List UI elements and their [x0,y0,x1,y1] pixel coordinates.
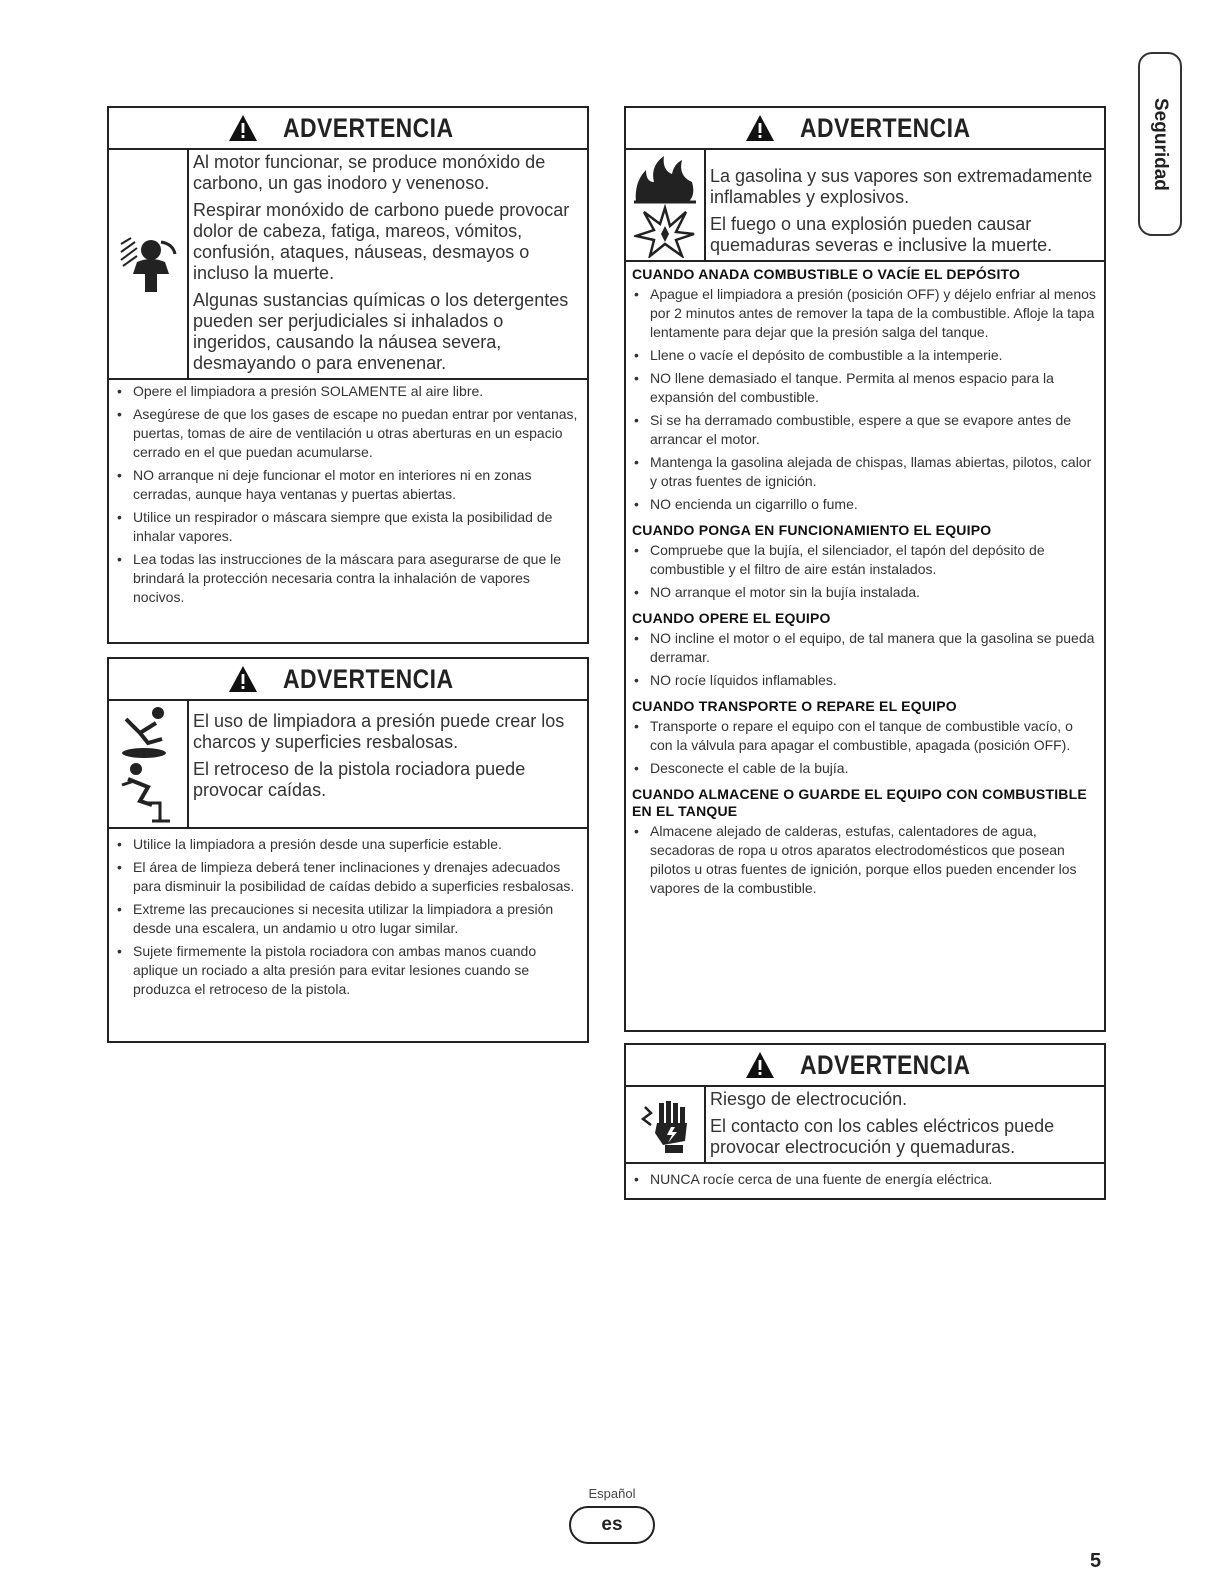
precaution-list [109,829,587,1009]
section-title: CUANDO ANADA COMBUSTIBLE O VACÍE EL DEPÓSITO [632,266,1021,282]
list-item: • Utilice un respirador o máscara siempre que exista la posibilidad de inhalar vapores. [117,508,579,546]
list-item: • Mantenga la gasolina alejada de chispas, llamas abiertas, pilotos, calor y otras fuentes de ignición. [634,453,1096,491]
section-tab-seguridad [1138,52,1182,236]
precaution-list [626,285,1104,514]
list-item: • NO encienda un cigarrillo o fume. [634,495,1096,514]
gun-kickback-fall-icon [118,761,178,823]
list-item: • Sujete firmemente la pistola rociadora con ambas manos cuando aplique un rociado a alta presión para evitar lesiones cuando se produzca el retroceso de la pistola. [117,942,579,999]
list-item: • Extreme las precauciones si necesita utilizar la limpiadora a presión desde una escalera, un andamio u otro lugar similar. [117,900,579,938]
list-item: • Si se ha derramado combustible, espere a que se evapore antes de arrancar el motor. [634,411,1096,449]
language-code-badge: es [569,1506,655,1544]
warning-header: ADVERTENCIA [626,1045,1104,1087]
precaution-list [626,717,1104,778]
footer-language: Español [588,1486,636,1501]
electric-shock-hand-icon [626,1087,706,1162]
precaution-list [109,380,587,617]
list-item: • Asegúrese de que los gases de escape no puedan entrar por ventanas, puertas, tomas de aire de ventilación u otras aberturas en un espacio cerrado en el que puedan acumularse. [117,405,579,462]
warning-header: ADVERTENCIA [626,108,1104,150]
warning-carbon-monoxide [107,106,589,644]
list-item: • Opere el limpiadora a presión SOLAMENTE al aire libre. [117,382,579,401]
list-item: • Llene o vacíe el depósito de combustible a la intemperie. [634,346,1096,365]
section-title: CUANDO ALMACENE O GUARDE EL EQUIPO CON COMBUSTIBLE EN EL TANQUE [632,786,1087,819]
warning-slip-kickback [107,657,589,1043]
warning-message: Algunas sustancias químicas o los detergentes pueden ser perjudiciales si inhalados o ingeridos, causando la náusea severa, desmayando o para envenenar. [193,290,569,373]
list-item: • NO llene demasiado el tanque. Permita al menos espacio para la expansión del combustible. [634,369,1096,407]
section-title: CUANDO TRANSPORTE O REPARE EL EQUIPO [632,698,957,714]
warning-message: Respirar monóxido de carbono puede provocar dolor de cabeza, fatiga, mareos, vómitos, confusión, ataques, náuseas, desmayos o incluso la muerte. [193,200,570,283]
precaution-list [626,1164,1104,1199]
list-item: • Utilice la limpiadora a presión desde una superficie estable. [117,835,579,854]
warning-message: El uso de limpiadora a presión puede crear los charcos y superficies resbalosas. [193,711,565,752]
list-item: • NO arranque el motor sin la bujía instalada. [634,583,1096,602]
list-item: • NO arranque ni deje funcionar el motor en interiores ni en zonas cerradas, aunque haya ventanas y puertas abiertas. [117,466,579,504]
explosion-icon [634,204,696,258]
section-title: CUANDO OPERE EL EQUIPO [632,610,831,626]
section-tab-label: Seguridad [1150,97,1171,191]
warning-message: La gasolina y sus vapores son extremadamente inflamables y explosivos. [710,166,1093,207]
list-item: • NUNCA rocíe cerca de una fuente de energía eléctrica. [634,1170,1096,1189]
warning-message: Riesgo de electrocución. [710,1089,908,1109]
fire-icon [632,152,698,204]
list-item: • Lea todas las instrucciones de la máscara para asegurarse de que le brindará la protección necesaria contra la inhalación de vapores nocivos. [117,550,579,607]
warning-fuel-fire [624,106,1106,1032]
precaution-list [626,629,1104,690]
warning-message: El fuego o una explosión pueden causar quemaduras severas e inclusive la muerte. [710,214,1053,255]
warning-message: El retroceso de la pistola rociadora puede provocar caídas. [193,759,526,800]
list-item: • Almacene alejado de calderas, estufas, calentadores de agua, secadoras de ropa u otros aparatos electrodomésticos que posean pilotos u otras fuentes de ignición, porque ellos pueden encender los vapores de la combustible. [634,822,1096,898]
list-item: • Desconecte el cable de la bujía. [634,759,1096,778]
list-item: • Apague el limpiadora a presión (posición OFF) y déjelo enfriar al menos por 2 minutos antes de remover la tapa de la combustible. Afloje la tapa lentamente para dejar que la presión salga del tanque. [634,285,1096,342]
warning-message: El contacto con los cables eléctricos puede provocar electrocución y quemaduras. [710,1116,1055,1157]
warning-triangle-icon [745,1051,775,1079]
slippery-surface-icon [118,705,178,761]
warning-triangle-icon [228,665,258,693]
precaution-list [626,822,1104,908]
warning-triangle-icon [228,114,258,142]
list-item: • NO incline el motor o el equipo, de tal manera que la gasolina se pueda derramar. [634,629,1096,667]
list-item: • Transporte o repare el equipo con el tanque de combustible vacío, o con la válvula para apagar el combustible, apagada (posición OFF). [634,717,1096,755]
page-number: 5 [1090,1550,1102,1572]
precaution-list [626,541,1104,602]
list-item: • Compruebe que la bujía, el silenciador, el tapón del depósito de combustible y el filtro de aire están instalados. [634,541,1096,579]
warning-header: ADVERTENCIA [109,659,587,701]
list-item: • NO rocíe líquidos inflamables. [634,671,1096,690]
warning-triangle-icon [745,114,775,142]
warning-header: ADVERTENCIA [109,108,587,150]
toxic-fumes-icon [109,150,189,378]
list-item: • El área de limpieza deberá tener inclinaciones y drenajes adecuados para disminuir la posibilidad de caídas debido a superficies resbalosas. [117,858,579,896]
warning-message: Al motor funcionar, se produce monóxido de carbono, un gas inodoro y venenoso. [193,152,546,193]
warning-electrocution [624,1043,1106,1200]
section-title: CUANDO PONGA EN FUNCIONAMIENTO EL EQUIPO [632,522,992,538]
